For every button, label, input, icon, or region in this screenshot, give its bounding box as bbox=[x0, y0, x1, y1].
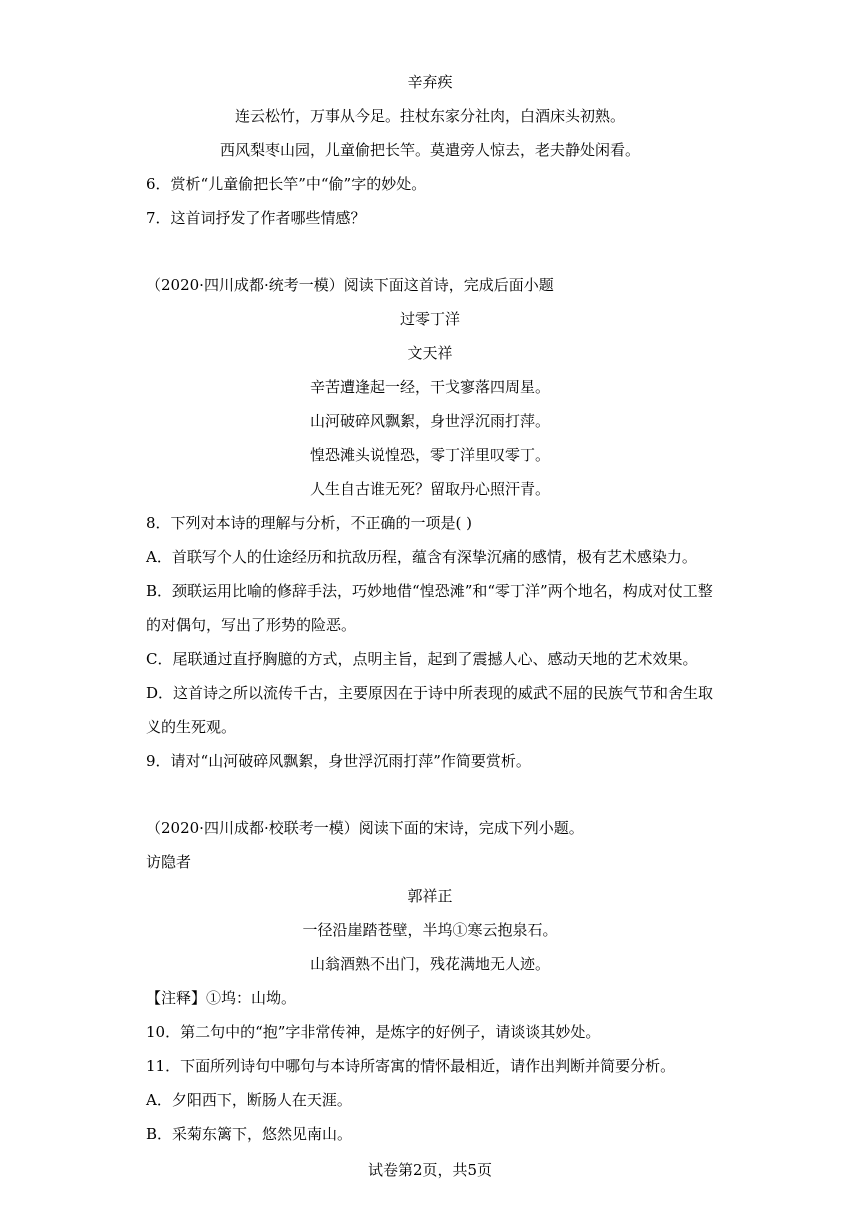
question-11-option-a: A．夕阳西下，断肠人在天涯。 bbox=[146, 1091, 352, 1109]
poem-line: 连云松竹，万事从今足。拄杖东家分社肉，白酒床头初熟。 bbox=[234, 107, 625, 125]
poem-line: 西风梨枣山园，儿童偷把长竿。莫遣旁人惊去，老夫静处闲看。 bbox=[219, 141, 640, 159]
question-8-option-c: C．尾联通过直抒胸臆的方式，点明主旨，起到了震撼人心、感动天地的艺术效果。 bbox=[146, 650, 698, 668]
poem-line: 辛苦遭逢起一经，干戈寥落四周星。 bbox=[309, 378, 550, 396]
poem-title: 过零丁洋 bbox=[399, 310, 460, 328]
question-11-stem: 11．下面所列诗句中哪句与本诗所寄寓的情怀最相近，请作出判断并简要分析。 bbox=[146, 1057, 676, 1075]
question-8-option-b: B．颈联运用比喻的修辞手法，巧妙地借“惶恐滩”和“零丁洋”两个地名，构成对仗工整 bbox=[146, 582, 713, 600]
footnote: 【注释】①坞：山坳。 bbox=[146, 989, 297, 1007]
poem-author: 文天祥 bbox=[407, 344, 453, 362]
question-8-option-a: A．首联写个人的仕途经历和抗敌历程，蕴含有深挚沉痛的感情，极有艺术感染力。 bbox=[146, 548, 697, 566]
poem-line: 人生自古谁无死？留取丹心照汗青。 bbox=[309, 480, 550, 498]
poem-author: 郭祥正 bbox=[407, 887, 453, 905]
poem-line: 山翁酒熟不出门，残花满地无人迹。 bbox=[309, 955, 550, 973]
question-8-option-d-cont: 义的生死观。 bbox=[146, 718, 237, 736]
section-intro: （2020·四川成都·统考一模）阅读下面这首诗，完成后面小题 bbox=[146, 276, 554, 294]
page-footer: 试卷第2页，共5页 bbox=[367, 1161, 493, 1179]
question-8-option-b-cont: 的对偶句，写出了形势的险恶。 bbox=[146, 616, 357, 634]
poem-line: 山河破碎风飘絮，身世浮沉雨打萍。 bbox=[309, 412, 550, 430]
section-intro: （2020·四川成都·校联考一模）阅读下面的宋诗，完成下列小题。 bbox=[146, 819, 584, 837]
question-10: 10．第二句中的“抱”字非常传神，是炼字的好例子，请谈谈其妙处。 bbox=[146, 1023, 601, 1041]
poem-line: 一径沿崖踏苍壁，半坞①寒云抱泉石。 bbox=[302, 921, 558, 939]
poem-author: 辛弃疾 bbox=[407, 73, 453, 91]
question-11-option-b: B．采菊东篱下，悠然见南山。 bbox=[146, 1125, 353, 1143]
question-6: 6．赏析“儿童偷把长竿”中“偷”字的妙处。 bbox=[146, 175, 427, 193]
poem-line: 惶恐滩头说惶恐，零丁洋里叹零丁。 bbox=[309, 446, 550, 464]
poem-title: 访隐者 bbox=[146, 853, 192, 871]
question-9: 9．请对“山河破碎风飘絮，身世浮沉雨打萍”作简要赏析。 bbox=[146, 752, 531, 770]
question-7: 7．这首词抒发了作者哪些情感？ bbox=[146, 209, 366, 227]
question-8-option-d: D．这首诗之所以流传千古，主要原因在于诗中所表现的威武不屈的民族气节和舍生取 bbox=[146, 684, 714, 702]
question-8-stem: 8．下列对本诗的理解与分析，不正确的一项是( ) bbox=[146, 514, 473, 532]
